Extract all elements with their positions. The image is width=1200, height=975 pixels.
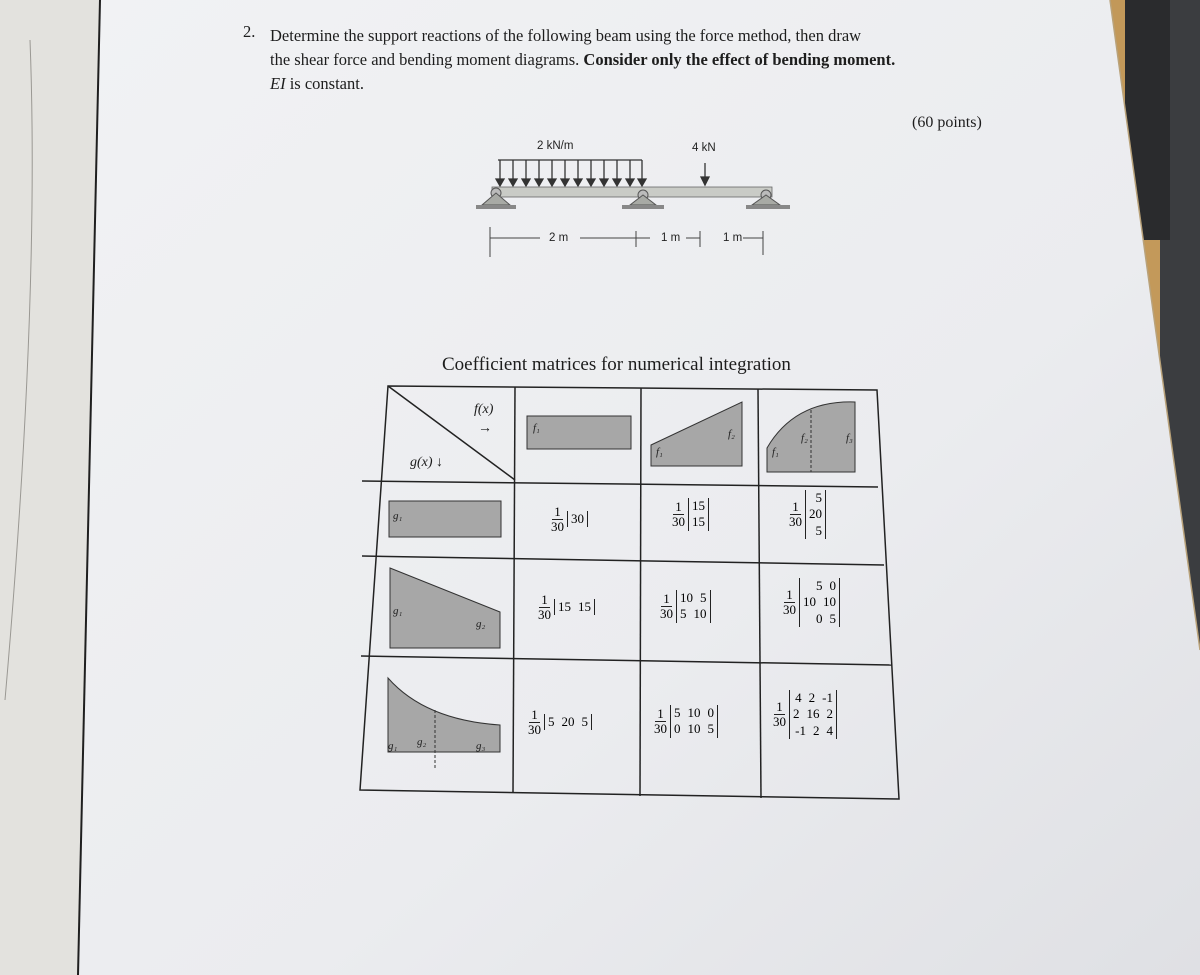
matrix-entry: 0 — [674, 721, 681, 737]
f-arrow-icon: → — [478, 421, 492, 436]
distributed-load-label: 2 kN/m — [537, 140, 574, 152]
matrix-r3c2 — [654, 705, 718, 738]
matrix-entry: 30 — [571, 511, 584, 527]
matrix-r1c2 — [672, 498, 709, 531]
matrix-entry: 15 — [558, 599, 571, 615]
matrix-entry: 5 — [707, 721, 714, 737]
fraction: $\frac{1}{30}$ — [789, 499, 802, 529]
f-shape-parabola — [767, 402, 855, 472]
matrix-entry: 5 — [829, 610, 836, 626]
matrix-row — [674, 705, 714, 721]
matrix-r2c1 — [538, 593, 595, 621]
matrix-row — [548, 714, 588, 730]
matrix-entry: 10 — [823, 594, 836, 610]
matrix-entry: 5 — [700, 590, 707, 605]
matrix-bracket — [567, 511, 588, 527]
matrix-bracket — [805, 490, 826, 539]
matrix-entry: 5 — [680, 606, 687, 622]
fraction: $\frac{1}{30}$ — [660, 591, 673, 621]
matrix-r2c3 — [783, 578, 840, 627]
matrix-entry: 15 — [692, 498, 705, 513]
question-line-3 — [270, 74, 364, 94]
matrix-row — [809, 523, 822, 539]
beam — [492, 187, 772, 197]
matrix-entry: 20 — [809, 506, 822, 522]
g2-label-row3: g₂ — [417, 736, 427, 748]
ei-symbol: EI — [270, 74, 286, 93]
matrix-row — [793, 706, 833, 722]
f1-label-col2: f₁ — [656, 446, 663, 458]
matrix-row — [793, 690, 833, 706]
f1-label-col1: f₁ — [533, 422, 540, 434]
matrix-row — [803, 611, 836, 627]
matrix-entry: 10 — [680, 590, 693, 605]
f-of-x-label: f(x) — [474, 402, 494, 417]
matrix-row — [680, 606, 707, 622]
matrix-r2c2 — [660, 590, 711, 623]
matrix-entry: 0 — [816, 610, 823, 626]
point-load-label: 4 kN — [692, 142, 716, 154]
f2-label-col2: f₂ — [728, 428, 735, 440]
fraction: $\frac{1}{30}$ — [528, 707, 541, 737]
f-shape-constant — [527, 416, 631, 449]
f3-label-col3: f₃ — [846, 432, 853, 444]
question-line-2-bold: Consider only the effect of bending moment. — [583, 50, 896, 69]
matrix-entry: 5 — [674, 705, 681, 720]
fraction: $\frac{1}{30}$ — [672, 499, 685, 529]
fraction: $\frac{1}{30}$ — [538, 592, 551, 622]
matrix-row — [674, 721, 714, 737]
matrix-entry: 4 — [826, 722, 833, 738]
matrix-entry: 5 — [816, 578, 823, 593]
fraction: $\frac{1}{30}$ — [783, 587, 796, 617]
question-line-2-text: the shear force and bending moment diagrams. — [270, 50, 584, 69]
g1-label-row3: g₁ — [388, 740, 398, 752]
matrix-entry: 5 — [548, 714, 555, 730]
distributed-load-arrows — [496, 160, 646, 186]
points-label: (60 points) — [912, 114, 982, 131]
matrix-entry: 10 — [687, 705, 701, 720]
question-line-3-text: is constant. — [285, 74, 364, 93]
f1-label-col3: f₁ — [772, 446, 779, 458]
matrix-r1c3 — [789, 490, 826, 539]
matrix-row — [809, 490, 822, 506]
matrix-bracket — [799, 578, 840, 627]
matrix-row — [692, 498, 705, 514]
matrix-entry: 20 — [561, 714, 575, 730]
matrix-entry: 2 — [808, 690, 816, 705]
matrix-entry: 2 — [813, 722, 820, 738]
matrix-row — [680, 590, 707, 606]
matrix-bracket — [554, 599, 595, 615]
matrix-entry: 5 — [815, 522, 822, 538]
matrix-row — [692, 514, 705, 530]
span-2-label: 1 m — [661, 232, 681, 244]
matrix-bracket — [670, 705, 718, 738]
matrix-entry: -1 — [795, 722, 806, 738]
matrix-entry: 15 — [692, 514, 705, 530]
question-line-2 — [270, 50, 895, 70]
matrix-r3c3 — [773, 690, 837, 739]
g-shape-parabola — [388, 678, 500, 770]
matrix-entry: 2 — [793, 706, 800, 722]
g1-label-row1: g₁ — [393, 510, 403, 522]
matrix-entry: -1 — [822, 690, 833, 705]
span-3-label: 1 m — [723, 232, 743, 244]
question-number: 2. — [243, 22, 256, 41]
fraction: $\frac{1}{30}$ — [654, 706, 667, 736]
point-load-arrow — [701, 163, 709, 185]
matrix-row — [803, 594, 836, 610]
matrix-r3c1 — [528, 708, 592, 736]
matrix-entry: 16 — [806, 706, 820, 722]
matrix-entry: 4 — [795, 690, 802, 705]
fraction: $\frac{1}{30}$ — [773, 699, 786, 729]
matrix-entry: 10 — [687, 721, 701, 737]
matrix-entry: 5 — [581, 714, 588, 730]
matrix-bracket — [676, 590, 711, 623]
matrix-entry: 5 — [815, 490, 822, 505]
matrix-entry: 15 — [578, 599, 591, 615]
matrix-row — [809, 506, 822, 522]
matrix-row — [571, 511, 584, 527]
matrix-entry: 0 — [829, 578, 836, 593]
g-of-x-label: g(x) ↓ — [410, 455, 444, 470]
matrix-row — [803, 578, 836, 594]
g-shape-constant — [389, 501, 501, 537]
matrix-r1c1 — [551, 505, 588, 533]
matrix-entry: 0 — [707, 705, 714, 720]
table-title: Coefficient matrices for numerical integration — [442, 354, 791, 375]
f2-label-col3: f₂ — [801, 432, 808, 444]
g1-label-row2: g₁ — [393, 605, 403, 617]
matrix-entry: 2 — [826, 706, 833, 722]
beam-diagram — [460, 135, 800, 265]
g-shape-linear — [390, 568, 500, 648]
matrix-bracket — [544, 714, 592, 730]
matrix-bracket — [789, 690, 837, 739]
matrix-entry: 10 — [803, 594, 816, 610]
matrix-entry: 10 — [693, 606, 707, 622]
fraction: $\frac{1}{30}$ — [551, 504, 564, 534]
question-line-1: Determine the support reactions of the following beam using the force method, then draw — [270, 26, 862, 45]
g2-label-row2: g₂ — [476, 618, 486, 630]
matrix-row — [558, 599, 591, 615]
matrix-bracket — [688, 498, 709, 531]
span-1-label: 2 m — [549, 232, 569, 244]
g3-label-row3: g₃ — [476, 740, 486, 752]
matrix-row — [793, 723, 833, 739]
